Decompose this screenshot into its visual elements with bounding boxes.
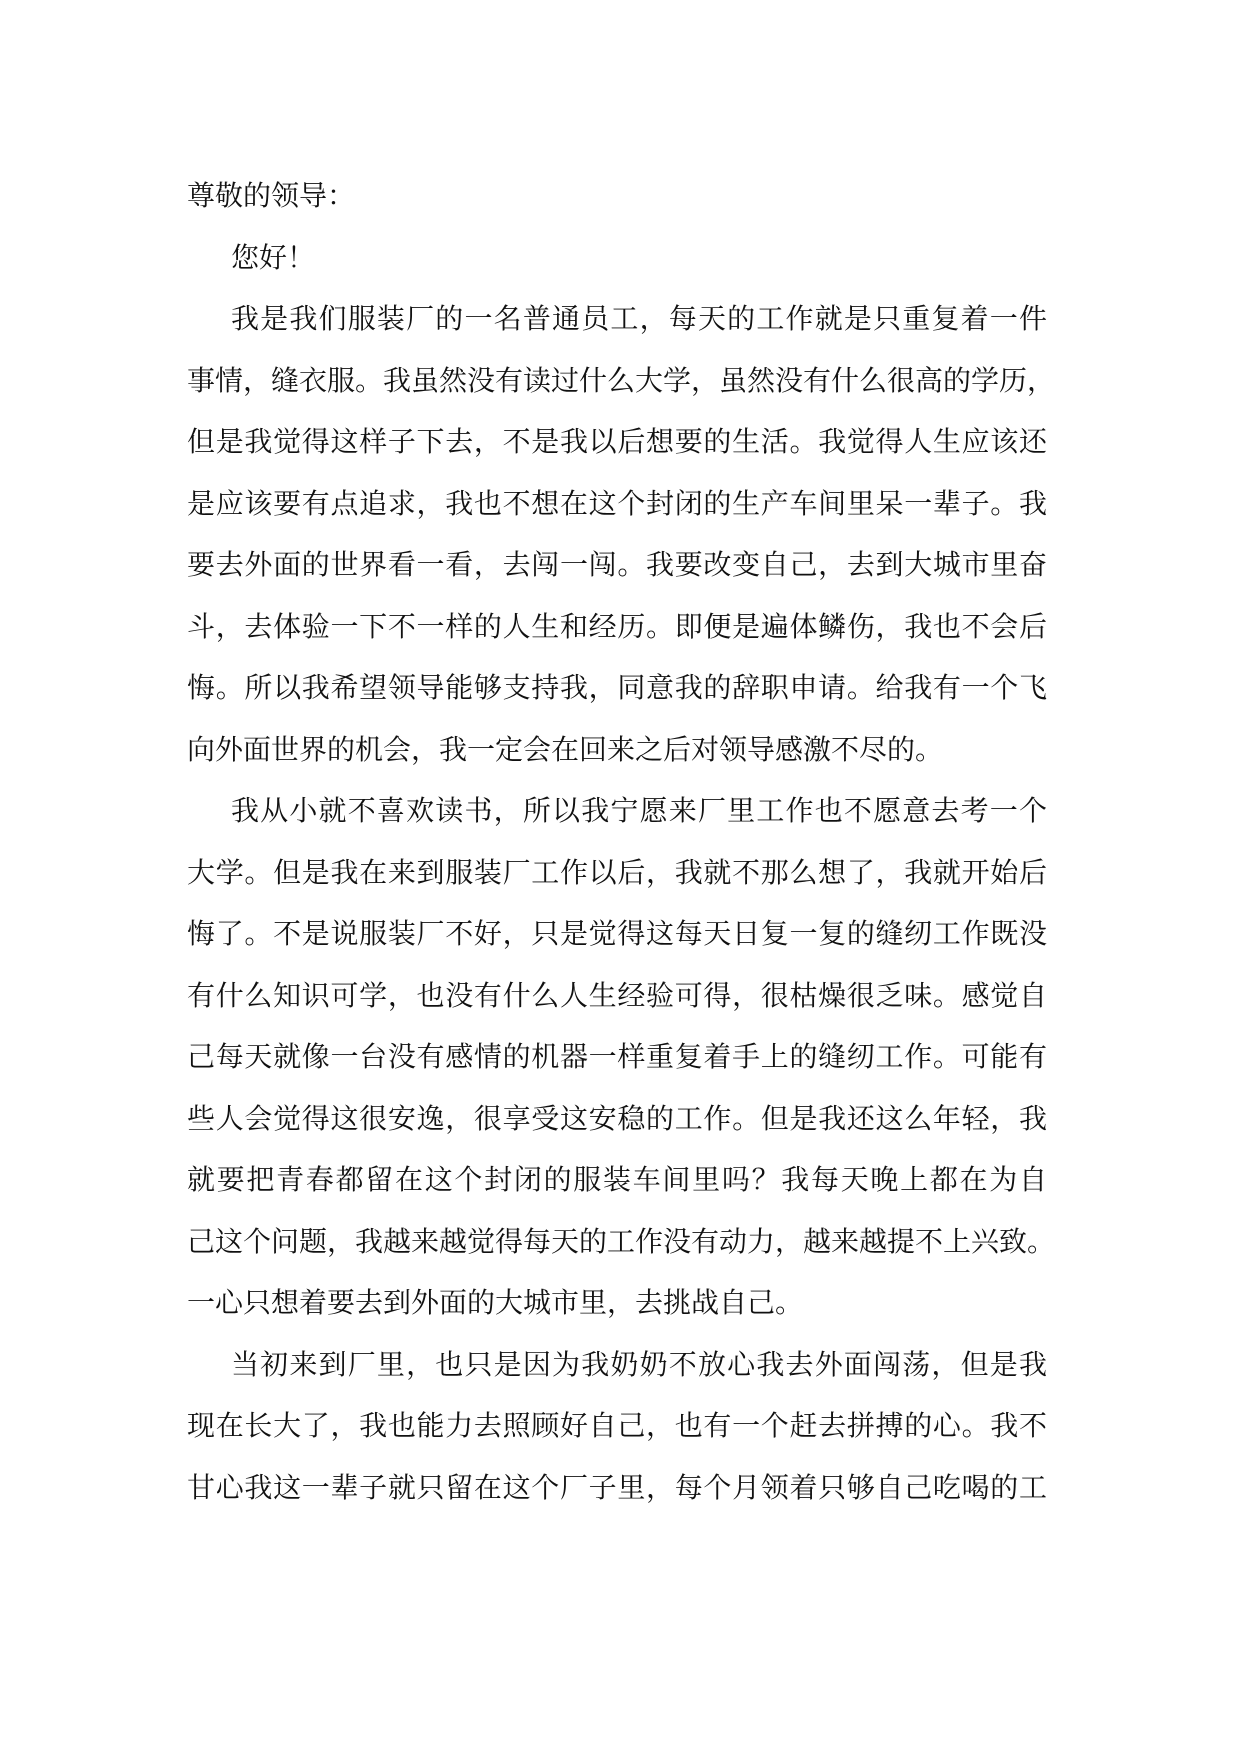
paragraph-2 bbox=[187, 780, 1056, 1334]
paragraph-1 bbox=[187, 288, 1056, 780]
paragraph-line: 斗，去体验一下不一样的人生和经历。即便是遍体鳞伤，我也不会后 bbox=[187, 609, 1047, 643]
paragraph-line: 一心只想着要去到外面的大城市里，去挑战自己。 bbox=[187, 1286, 804, 1319]
paragraph-line: 事情，缝衣服。我虽然没有读过什么大学，虽然没有什么很高的学历， bbox=[187, 363, 1056, 397]
paragraph-line: 现在长大了，我也能力去照顾好自己，也有一个赶去拼搏的心。我不 bbox=[187, 1409, 1047, 1442]
paragraph-line: 要去外面的世界看一看，去闯一闯。我要改变自己，去到大城市里奋 bbox=[187, 548, 1047, 581]
paragraph-line: 甘心我这一辈子就只留在这个厂子里，每个月领着只够自己吃喝的工 bbox=[187, 1470, 1047, 1504]
paragraph-line: 就要把青春都留在这个封闭的服装车间里吗？我每天晚上都在为自 bbox=[187, 1163, 1047, 1196]
paragraph-line: 些人会觉得这很安逸，很享受这安稳的工作。但是我还这么年轻，我 bbox=[187, 1101, 1047, 1135]
paragraph-line: 大学。但是我在来到服装厂工作以后，我就不那么想了，我就开始后 bbox=[187, 855, 1047, 889]
paragraph-line: 向外面世界的机会，我一定会在回来之后对领导感激不尽的。 bbox=[187, 732, 944, 766]
paragraph-line: 悔。所以我希望领导能够支持我，同意我的辞职申请。给我有一个飞 bbox=[187, 671, 1047, 704]
paragraph-line: 我从小就不喜欢读书，所以我宁愿来厂里工作也不愿意去考一个 bbox=[231, 794, 1047, 827]
paragraph-3 bbox=[187, 1334, 1047, 1519]
paragraph-line: 我是我们服装厂的一名普通员工，每天的工作就是只重复着一件 bbox=[231, 302, 1047, 335]
paragraph-line: 有什么知识可学，也没有什么人生经验可得，很枯燥很乏味。感觉自 bbox=[187, 978, 1047, 1012]
paragraph-line: 己每天就像一台没有感情的机器一样重复着手上的缝纫工作。可能有 bbox=[187, 1040, 1047, 1073]
greeting: 您好！ bbox=[231, 240, 316, 274]
paragraph-line: 当初来到厂里，也只是因为我奶奶不放心我去外面闯荡，但是我 bbox=[231, 1347, 1047, 1381]
paragraph-line: 但是我觉得这样子下去，不是我以后想要的生活。我觉得人生应该还 bbox=[187, 425, 1047, 458]
letter-body bbox=[187, 165, 1056, 1518]
paragraph-line: 是应该要有点追求，我也不想在这个封闭的生产车间里呆一辈子。我 bbox=[187, 486, 1047, 520]
paragraph-line: 己这个问题，我越来越觉得每天的工作没有动力，越来越提不上兴致。 bbox=[187, 1224, 1056, 1258]
paragraph-line: 悔了。不是说服装厂不好，只是觉得这每天日复一复的缝纫工作既没 bbox=[187, 917, 1047, 950]
salutation: 尊敬的领导： bbox=[187, 179, 356, 212]
